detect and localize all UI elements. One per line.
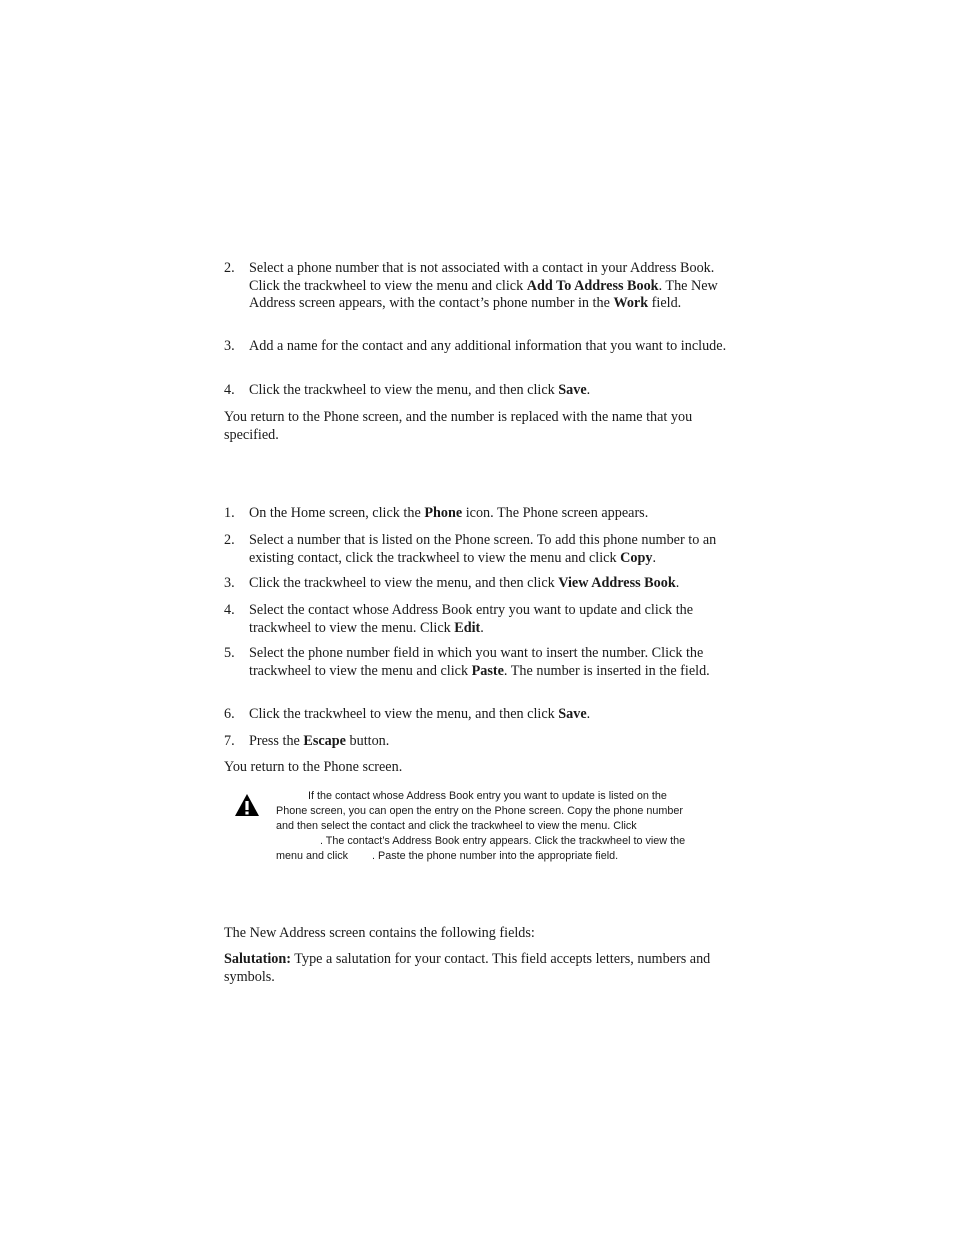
list-item bbox=[224, 382, 729, 400]
field-label: Salutation: bbox=[224, 951, 292, 967]
step-text: Add a name for the contact and any additional information that you want to include. bbox=[249, 338, 727, 354]
note-text bbox=[276, 789, 726, 864]
step-text: Press the Escape button. bbox=[249, 733, 390, 749]
list-item bbox=[224, 260, 729, 313]
note-line: menu and click . Paste the phone number into the appropriate field. bbox=[276, 850, 619, 862]
step-number: 6. bbox=[224, 706, 235, 722]
step-number: 7. bbox=[224, 733, 235, 749]
step-number: 2. bbox=[224, 260, 235, 276]
list-item bbox=[224, 733, 729, 751]
step-number: 4. bbox=[224, 382, 235, 398]
list-item bbox=[224, 706, 729, 724]
step-number: 3. bbox=[224, 575, 235, 591]
list-item bbox=[224, 575, 729, 593]
step-text: Select the phone number field in which you want to insert the number. Click the trackwheel to view the menu and click Paste. The number is inserted in the field. bbox=[249, 645, 710, 679]
step-number: 1. bbox=[224, 505, 235, 521]
step-number: 2. bbox=[224, 532, 235, 548]
note-line: If the contact whose Address Book entry you want to update is listed on the bbox=[308, 790, 667, 802]
step-number: 4. bbox=[224, 602, 235, 618]
result-paragraph: You return to the Phone screen. bbox=[224, 759, 403, 775]
step-number: 5. bbox=[224, 645, 235, 661]
warning-icon bbox=[234, 793, 260, 817]
step-text: Select a number that is listed on the Phone screen. To add this phone number to an existing contact, click the trackwheel to view the menu and click Copy. bbox=[249, 532, 717, 566]
list-item bbox=[224, 505, 729, 523]
step-text: On the Home screen, click the Phone icon. The Phone screen appears. bbox=[249, 505, 649, 521]
field-description: Salutation: Type a salutation for your contact. This field accepts letters, numbers and symbols. bbox=[224, 951, 711, 985]
list-item bbox=[224, 532, 729, 567]
step-text: Click the trackwheel to view the menu, and then click Save. bbox=[249, 706, 591, 722]
list-item bbox=[224, 602, 729, 637]
intro-paragraph: The New Address screen contains the following fields: bbox=[224, 925, 535, 941]
note-line: and then select the contact and click the trackwheel to view the menu. Click bbox=[276, 820, 637, 832]
note-line: Phone screen, you can open the entry on the Phone screen. Copy the phone number bbox=[276, 805, 683, 817]
step-text: Click the trackwheel to view the menu, and then click View Address Book. bbox=[249, 575, 680, 591]
step-number: 3. bbox=[224, 338, 235, 354]
warning-note bbox=[234, 789, 734, 864]
note-line: . The contact’s Address Book entry appears. Click the trackwheel to view the bbox=[320, 835, 686, 847]
result-paragraph: You return to the Phone screen, and the number is replaced with the name that you specified. bbox=[224, 409, 693, 443]
list-item bbox=[224, 338, 729, 356]
step-text: Select a phone number that is not associated with a contact in your Address Book. Click the trackwheel to view the menu and click Add To Address Book. The New Address screen appears, with the contact’s phone number in the Work field. bbox=[249, 260, 718, 312]
step-text: Select the contact whose Address Book entry you want to update and click the trackwheel to view the menu. Click Edit. bbox=[249, 602, 694, 636]
list-item bbox=[224, 645, 729, 680]
step-text: Click the trackwheel to view the menu, and then click Save. bbox=[249, 382, 591, 398]
